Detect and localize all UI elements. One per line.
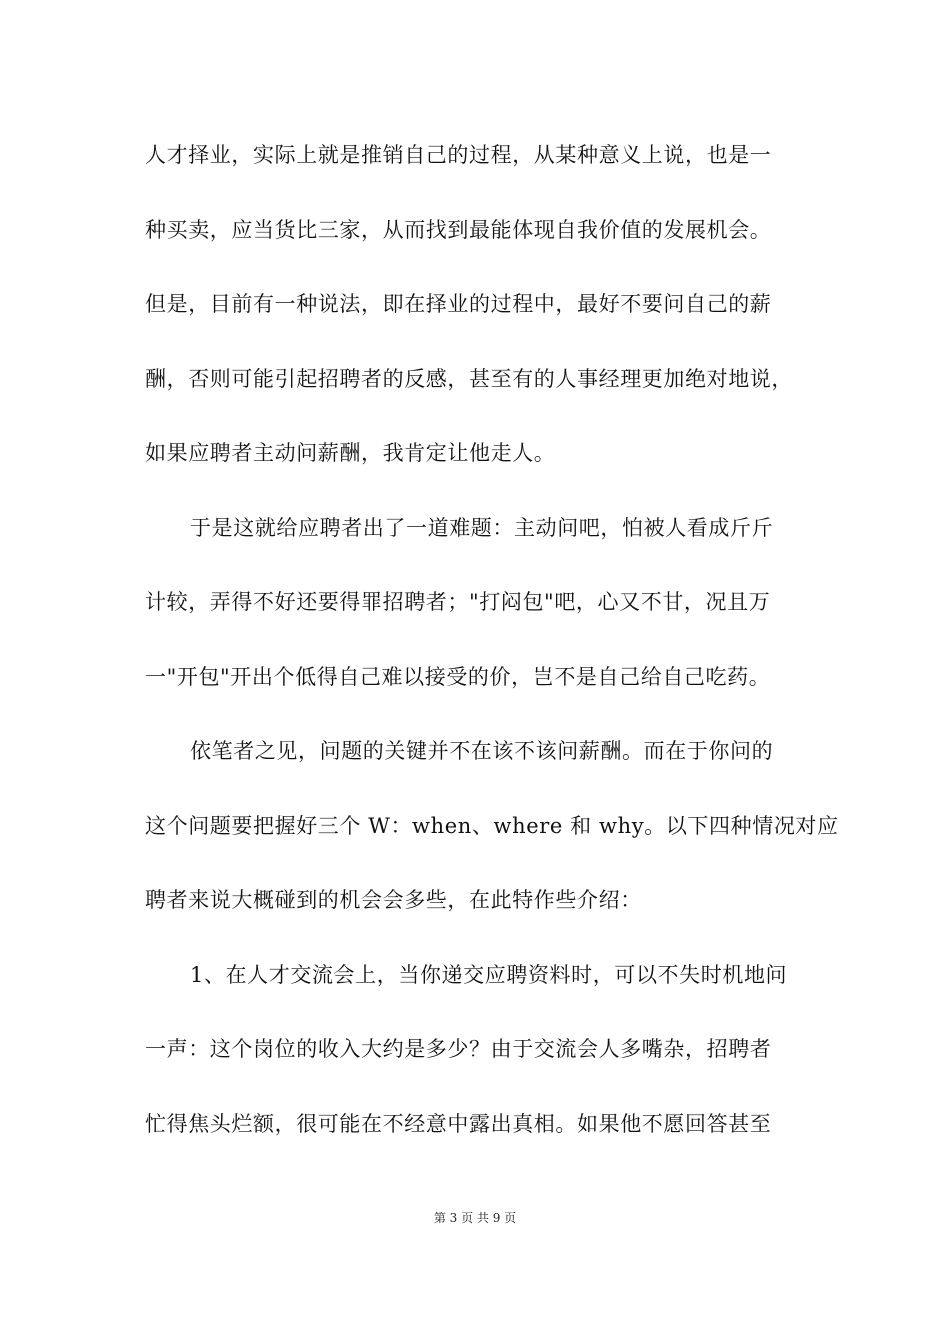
paragraph-line: 这个问题要把握好三个 W：when、where 和 why。以下四种情况对应 (145, 814, 839, 838)
page-footer (0, 1209, 950, 1227)
paragraph-line: 种买卖，应当货比三家，从而找到最能体现自我价值的发展机会。 (145, 218, 772, 242)
paragraph-line: 1、在人才交流会上，当你递交应聘资料时，可以不失时机地问 (190, 963, 788, 987)
paragraph-line: 一"开包"开出个低得自己难以接受的价，岂不是自己给自己吃药。 (145, 665, 771, 689)
page-number-label: 第 3 页 共 9 页 (433, 1211, 517, 1225)
paragraph-line: 人才择业，实际上就是推销自己的过程，从某种意义上说，也是一 (145, 143, 772, 167)
paragraph-line: 计较，弄得不好还要得罪招聘者；"打闷包"吧，心又不甘，况且万 (145, 590, 771, 614)
paragraph-line: 酬，否则可能引起招聘者的反感，甚至有的人事经理更加绝对地说， (145, 367, 793, 391)
paragraph-line: 忙得焦头烂额，很可能在不经意中露出真相。如果他不愿回答甚至 (145, 1112, 772, 1136)
paragraph-line: 一声：这个岗位的收入大约是多少？由于交流会人多嘴杂，招聘者 (145, 1037, 772, 1061)
paragraph-line: 但是，目前有一种说法，即在择业的过程中，最好不要问自己的薪 (145, 292, 772, 316)
paragraph-line: 于是这就给应聘者出了一道难题：主动问吧，怕被人看成斤斤 (190, 516, 774, 540)
paragraph-line: 聘者来说大概碰到的机会会多些，在此特作些介绍： (145, 888, 642, 912)
paragraph-line: 依笔者之见，问题的关键并不在该不该问薪酬。而在于你问的 (190, 739, 774, 763)
paragraph-line: 如果应聘者主动问薪酬，我肯定让他走人。 (145, 441, 556, 465)
